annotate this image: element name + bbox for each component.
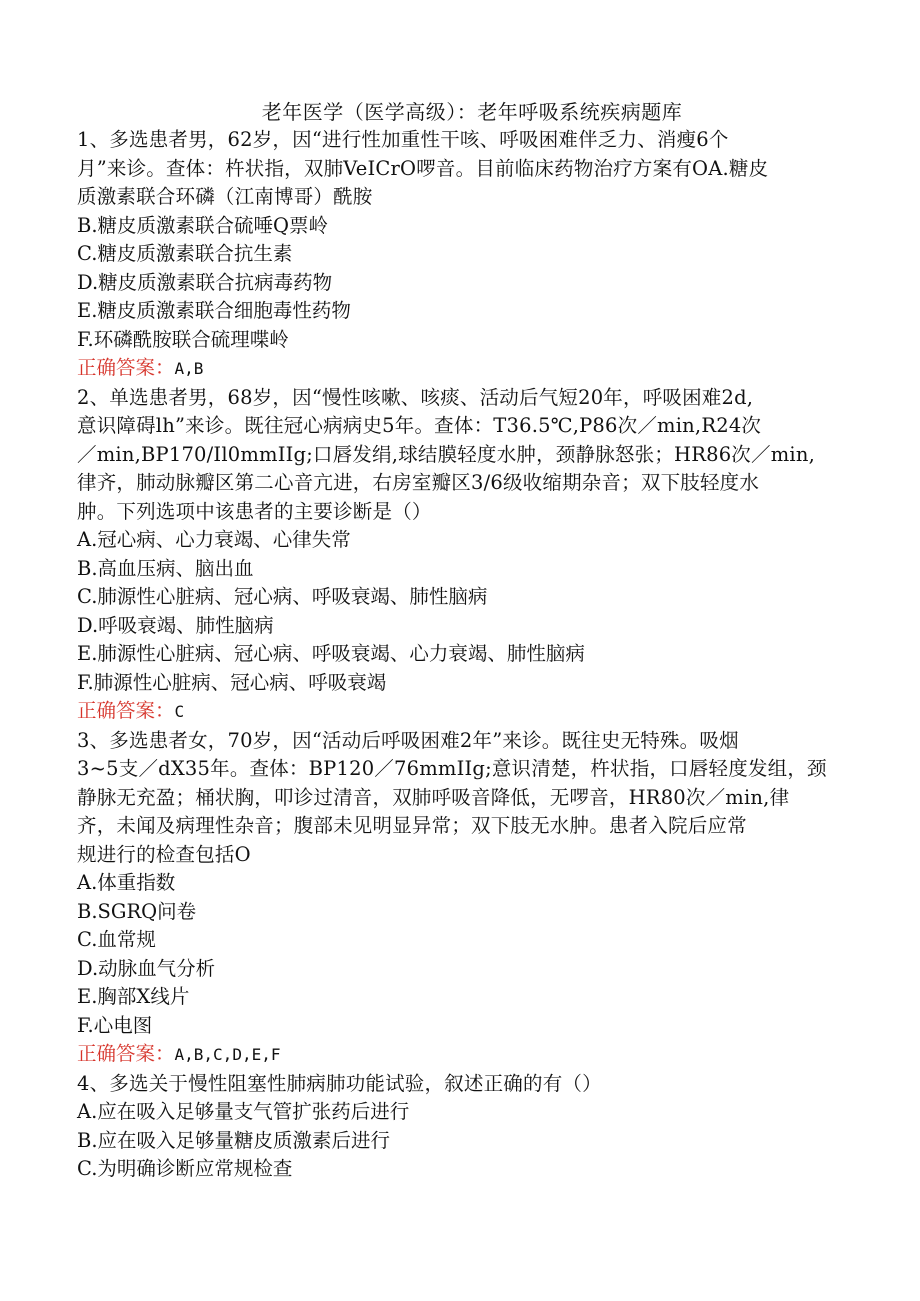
option-f: F.环磷酰胺联合硫理喋岭	[77, 327, 289, 351]
option-c: C.为明确诊断应常规检查	[77, 1157, 293, 1180]
answer-value: C	[174, 702, 185, 721]
option-e: E.胸部X线片	[77, 985, 190, 1008]
question-3	[77, 727, 847, 1070]
answer-line	[77, 697, 847, 727]
question-stem-line: 质激素联合环磷（江南博哥）酰胺	[77, 185, 373, 208]
answer-label: 正确答案：	[77, 1042, 175, 1065]
option-c: C.糖皮质激素联合抗生素	[77, 242, 293, 265]
question-stem-line: 规进行的检查包括O	[77, 842, 251, 866]
question-stem-line: 月”来诊。查体：杵状指，双肺VeICrO啰音。目前临床药物治疗方案有OA.糖皮	[77, 156, 769, 180]
question-stem-line: 2、单选患者男，68岁，因“慢性咳嗽、咳痰、活动后气短20年，呼吸困难2d,	[77, 385, 754, 409]
option-e: E.糖皮质激素联合细胞毒性药物	[77, 299, 351, 322]
answer-value: A,B,C,D,E,F	[174, 1045, 281, 1064]
question-4	[77, 1070, 847, 1184]
question-stem-line: 3、多选患者女，70岁，因“活动后呼吸困难2年”来诊。既往史无特殊。吸烟	[77, 728, 739, 752]
answer-label: 正确答案：	[77, 699, 175, 722]
document-page	[77, 98, 847, 1184]
question-stem-line: 律齐，肺动脉瓣区第二心音亢进，右房室瓣区3/6级收缩期杂音；双下肢轻度水	[77, 471, 760, 494]
answer-line	[77, 354, 847, 384]
answer-value: A,B	[174, 359, 204, 378]
answer-line	[77, 1040, 847, 1070]
option-e: E.肺源性心脏病、冠心病、呼吸衰竭、心力衰竭、肺性脑病	[77, 642, 585, 665]
option-d: D.动脉血气分析	[77, 956, 216, 980]
answer-label: 正确答案：	[77, 356, 175, 379]
question-stem-line: 静脉无充盈；桶状胸，叩诊过清音，双肺呼吸音降低，无啰音，HR80次／min,律	[77, 785, 790, 809]
question-stem-line: ／min,BP170/Il0mmIIg;口唇发绢,球结膜轻度水肿，颈静脉怒张；HR86次／min,	[77, 442, 815, 466]
option-b: B.高血压病、脑出血	[77, 556, 254, 580]
question-1	[77, 126, 847, 384]
question-2	[77, 384, 847, 727]
question-stem-line: 肿。下列选项中该患者的主要诊断是（）	[77, 499, 432, 523]
option-c: C.肺源性心脏病、冠心病、呼吸衰竭、肺性脑病	[77, 585, 488, 608]
option-f: F.心电图	[77, 1013, 153, 1037]
option-b: B.应在吸入足够量糖皮质激素后进行	[77, 1128, 391, 1152]
question-stem-line: 齐，未闻及病理性杂音；腹部未见明显异常；双下肢无水肿。患者入院后应常	[77, 814, 747, 837]
document-title: 老年医学（医学高级）：老年呼吸系统疾病题库	[261, 100, 683, 124]
option-b: B.糖皮质激素联合硫唾Q票岭	[77, 213, 329, 237]
question-stem-line: 3~5支／dX35年。查体：BP120／76mmIIg;意识清楚，杵状指，口唇轻度发组，颈	[77, 757, 827, 780]
option-f: F.肺源性心脏病、冠心病、呼吸衰竭	[77, 670, 387, 694]
option-b: B.SGRQ问卷	[77, 899, 197, 923]
option-a: A.冠心病、心力衰竭、心律失常	[77, 528, 351, 551]
option-c: C.血常规	[77, 928, 156, 951]
question-stem-line: 意识障碍lh”来诊。既往冠心病病史5年。查体：T36.5℃,P86次／min,R24次	[77, 414, 762, 437]
option-d: D.糖皮质激素联合抗病毒药物	[77, 270, 333, 294]
question-stem-line: 1、多选患者男，62岁，因“进行性加重性干咳、呼吸困难伴乏力、消瘦6个	[77, 128, 729, 151]
option-a: A.应在吸入足够量支气管扩张药后进行	[77, 1100, 410, 1123]
option-a: A.体重指数	[77, 871, 176, 894]
option-d: D.呼吸衰竭、肺性脑病	[77, 613, 274, 637]
question-stem-line: 4、多选关于慢性阻塞性肺病肺功能试验，叙述正确的有（）	[77, 1071, 602, 1095]
